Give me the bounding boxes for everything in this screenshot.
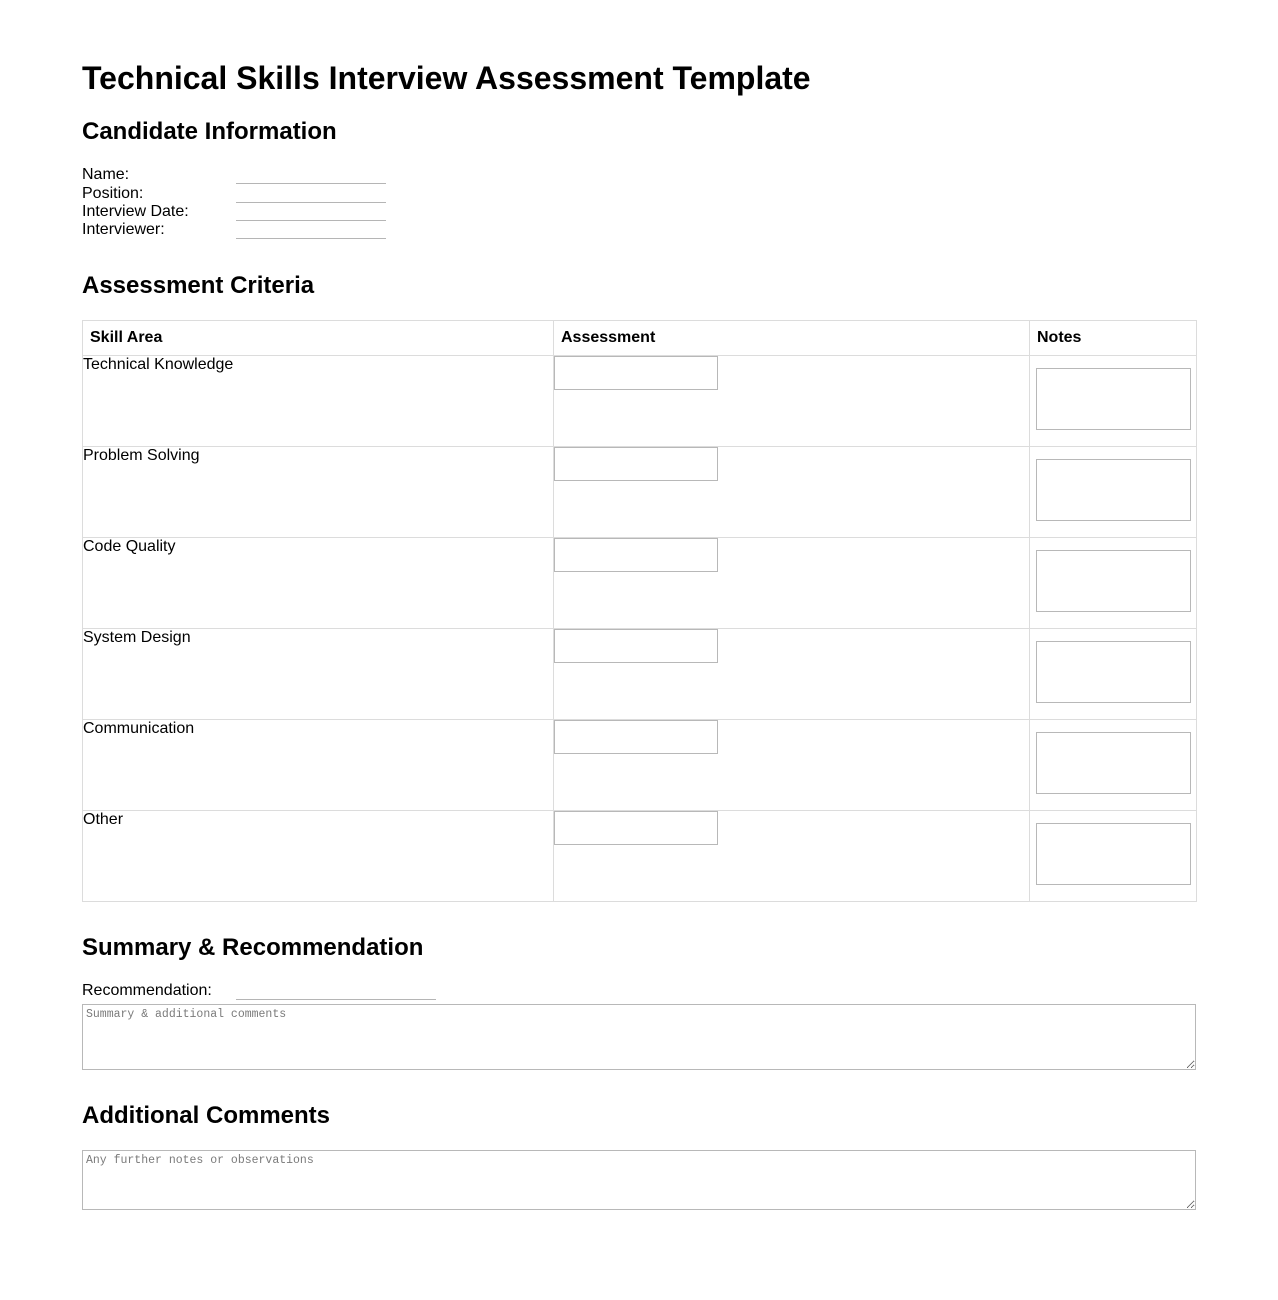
skill-cell: Code Quality — [83, 538, 554, 629]
page-title: Technical Skills Interview Assessment Template — [82, 60, 811, 96]
assessment-cell — [554, 720, 1030, 811]
interviewer-field-row — [82, 221, 402, 239]
table-row — [83, 356, 1197, 447]
additional-comments-textarea[interactable] — [82, 1150, 1196, 1210]
interview-date-field-row — [82, 203, 402, 221]
position-field-row — [82, 185, 402, 203]
skill-cell: Technical Knowledge — [83, 356, 554, 447]
skill-cell: Problem Solving — [83, 447, 554, 538]
notes-input[interactable] — [1036, 732, 1191, 794]
assessment-cell — [554, 356, 1030, 447]
name-input[interactable] — [236, 166, 386, 184]
summary-textarea[interactable] — [82, 1004, 1196, 1070]
position-input[interactable] — [236, 185, 386, 203]
name-field-row — [82, 166, 402, 184]
assessment-cell — [554, 538, 1030, 629]
notes-cell — [1030, 447, 1197, 538]
skill-cell: System Design — [83, 629, 554, 720]
assessment-cell — [554, 811, 1030, 902]
notes-cell — [1030, 720, 1197, 811]
assessment-criteria-heading: Assessment Criteria — [82, 272, 315, 299]
summary-heading: Summary & Recommendation — [82, 934, 424, 961]
notes-input[interactable] — [1036, 459, 1191, 521]
recommendation-field-row — [82, 982, 482, 1000]
interview-date-label: Interview Date: — [82, 203, 189, 220]
assessment-input[interactable] — [554, 629, 718, 663]
notes-input[interactable] — [1036, 823, 1191, 885]
recommendation-input[interactable] — [236, 982, 436, 1000]
table-header-row — [83, 321, 1197, 356]
assessment-input[interactable] — [554, 447, 718, 481]
notes-cell — [1030, 629, 1197, 720]
table-row — [83, 447, 1197, 538]
candidate-info-heading: Candidate Information — [82, 118, 337, 145]
interviewer-label: Interviewer: — [82, 221, 165, 238]
skill-cell: Other — [83, 811, 554, 902]
assessment-cell — [554, 629, 1030, 720]
notes-cell — [1030, 356, 1197, 447]
assessment-table — [82, 320, 1197, 902]
table-row — [83, 720, 1197, 811]
name-label: Name: — [82, 166, 130, 183]
additional-comments-heading: Additional Comments — [82, 1102, 331, 1129]
assessment-input[interactable] — [554, 720, 718, 754]
position-label: Position: — [82, 185, 144, 202]
table-row — [83, 811, 1197, 902]
notes-input[interactable] — [1036, 550, 1191, 612]
notes-cell — [1030, 538, 1197, 629]
interviewer-input[interactable] — [236, 221, 386, 239]
notes-cell — [1030, 811, 1197, 902]
interview-date-input[interactable] — [236, 203, 386, 221]
assessment-cell — [554, 447, 1030, 538]
assessment-input[interactable] — [554, 356, 718, 390]
column-header-skill-area: Skill Area — [83, 321, 554, 356]
assessment-input[interactable] — [554, 811, 718, 845]
recommendation-label: Recommendation: — [82, 982, 212, 999]
assessment-input[interactable] — [554, 538, 718, 572]
table-row — [83, 538, 1197, 629]
table-row — [83, 629, 1197, 720]
skill-cell: Communication — [83, 720, 554, 811]
notes-input[interactable] — [1036, 368, 1191, 430]
column-header-notes: Notes — [1030, 321, 1197, 356]
column-header-assessment: Assessment — [554, 321, 1030, 356]
notes-input[interactable] — [1036, 641, 1191, 703]
